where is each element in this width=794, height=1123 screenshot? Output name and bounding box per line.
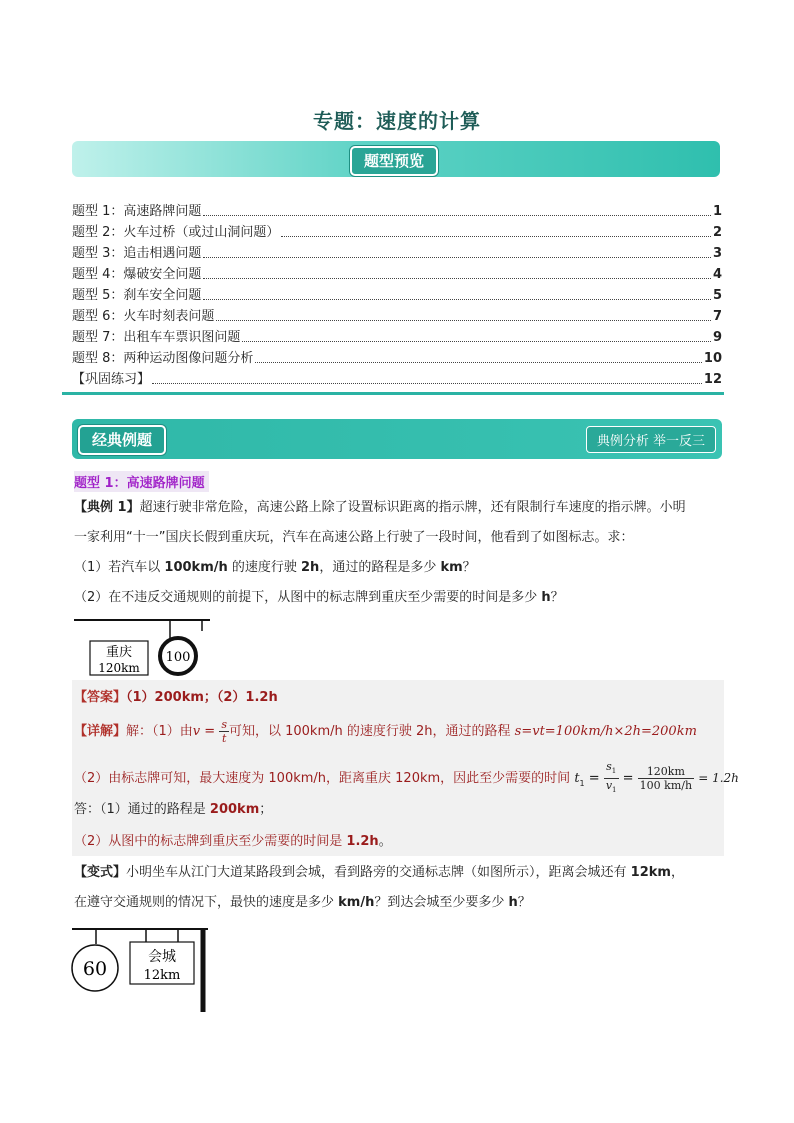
- question-1: （1）若汽车以 100km/h 的速度行驶 2h，通过的路程是多少 km？: [74, 560, 476, 575]
- preview-banner-label: 题型预览: [350, 146, 438, 176]
- section-heading: 题型 1：高速路牌问题: [74, 471, 209, 492]
- toc-item-page: 12: [703, 372, 722, 387]
- conclusion-1: 答：（1）通过的路程是 200km；: [74, 802, 273, 817]
- sign-2-speed: 60: [82, 958, 108, 980]
- toc-item-label: 题型 5：刹车安全问题: [72, 288, 202, 303]
- road-sign-1: [72, 613, 212, 677]
- toc-item-page: 7: [712, 309, 722, 324]
- toc-item-label: 【巩固练习】: [72, 372, 151, 387]
- table-of-contents: [72, 201, 722, 390]
- sign-1-city: 重庆: [105, 645, 133, 660]
- examples-banner: [72, 419, 722, 459]
- toc-item[interactable]: [72, 348, 722, 369]
- toc-item-page: 2: [712, 225, 722, 240]
- question-2: （2）在不违反交通规则的前提下，从图中的标志牌到重庆至少需要的时间是多少 h？: [74, 590, 564, 605]
- example-line: 超速行驶非常危险，高速公路上除了设置标识距离的指示牌，还有限制行车速度的指示牌。小明: [139, 500, 686, 515]
- example-1-text: [74, 493, 724, 613]
- toc-item-page: 10: [703, 351, 722, 366]
- toc-item-page: 9: [712, 330, 722, 345]
- road-sign-2: [68, 924, 214, 1016]
- toc-item[interactable]: [72, 369, 722, 390]
- sign-2-distance: 12km: [143, 968, 181, 983]
- sign-1-speed: 100: [165, 650, 191, 665]
- toc-item-page: 1: [712, 204, 722, 219]
- detail-line-1: 【详解】解：（1）由v = $\frac{s}{t}$ 可知，以 100km/h 的速度行驶 2h，通过的路程 s=vt=100km/h×2h=200km: [74, 718, 697, 745]
- toc-item-label: 题型 1：高速路牌问题: [72, 204, 202, 219]
- toc-item-label: 题型 6：火车时刻表问题: [72, 309, 215, 324]
- toc-item-label: 题型 7：出租车车票识图问题: [72, 330, 241, 345]
- toc-item[interactable]: [72, 201, 722, 222]
- page-title: 专题：速度的计算: [313, 109, 481, 133]
- toc-item[interactable]: [72, 285, 722, 306]
- toc-item-label: 题型 2：火车过桥（或过山洞问题）: [72, 225, 280, 240]
- example-line: 一家利用“十一”国庆长假到重庆玩，汽车在高速公路上行驶了一段时间，他看到了如图标志。求：: [74, 530, 634, 545]
- answer-box: [72, 680, 739, 856]
- examples-banner-subtitle: 典例分析 举一反三: [586, 426, 716, 453]
- sign-1-distance: 120km: [98, 661, 140, 675]
- examples-banner-label: 经典例题: [78, 425, 166, 455]
- detail-line-2: （2）由标志牌可知，最大速度为 100km/h，距离重庆 120km，因此至少需要的时间 $t_1$ = $\frac{s_1}{v_1}$ = $\frac{120km}{100 km/h}$ = 1.2h: [74, 760, 739, 795]
- toc-item[interactable]: [72, 222, 722, 243]
- example-tag: 【典例 1】: [74, 500, 140, 515]
- toc-item-label: 题型 3：追击相遇问题: [72, 246, 202, 261]
- toc-item-page: 5: [712, 288, 722, 303]
- answer-line: 【答案】（1）200km；（2）1.2h: [74, 690, 278, 705]
- sign-2-city: 会城: [148, 949, 176, 965]
- toc-item[interactable]: [72, 306, 722, 327]
- toc-item-label: 题型 8：两种运动图像问题分析: [72, 351, 254, 366]
- preview-banner: [72, 141, 720, 177]
- toc-item-label: 题型 4：爆破安全问题: [72, 267, 202, 282]
- toc-item-page: 4: [712, 267, 722, 282]
- toc-item-page: 3: [712, 246, 722, 261]
- conclusion-2: （2）从图中的标志牌到重庆至少需要的时间是 1.2h。: [74, 834, 392, 849]
- toc-item[interactable]: [72, 243, 722, 264]
- toc-item[interactable]: [72, 264, 722, 285]
- toc-item[interactable]: [72, 327, 722, 348]
- variant-text: 【变式】小明坐车从江门大道某路段到会城，看到路旁的交通标志牌（如图所示），距离会城还有 12km， 在遵守交通规则的情况下，最快的速度是多少 km/h？到达会城至少要多少 h？: [74, 865, 684, 910]
- section-divider: [62, 392, 724, 395]
